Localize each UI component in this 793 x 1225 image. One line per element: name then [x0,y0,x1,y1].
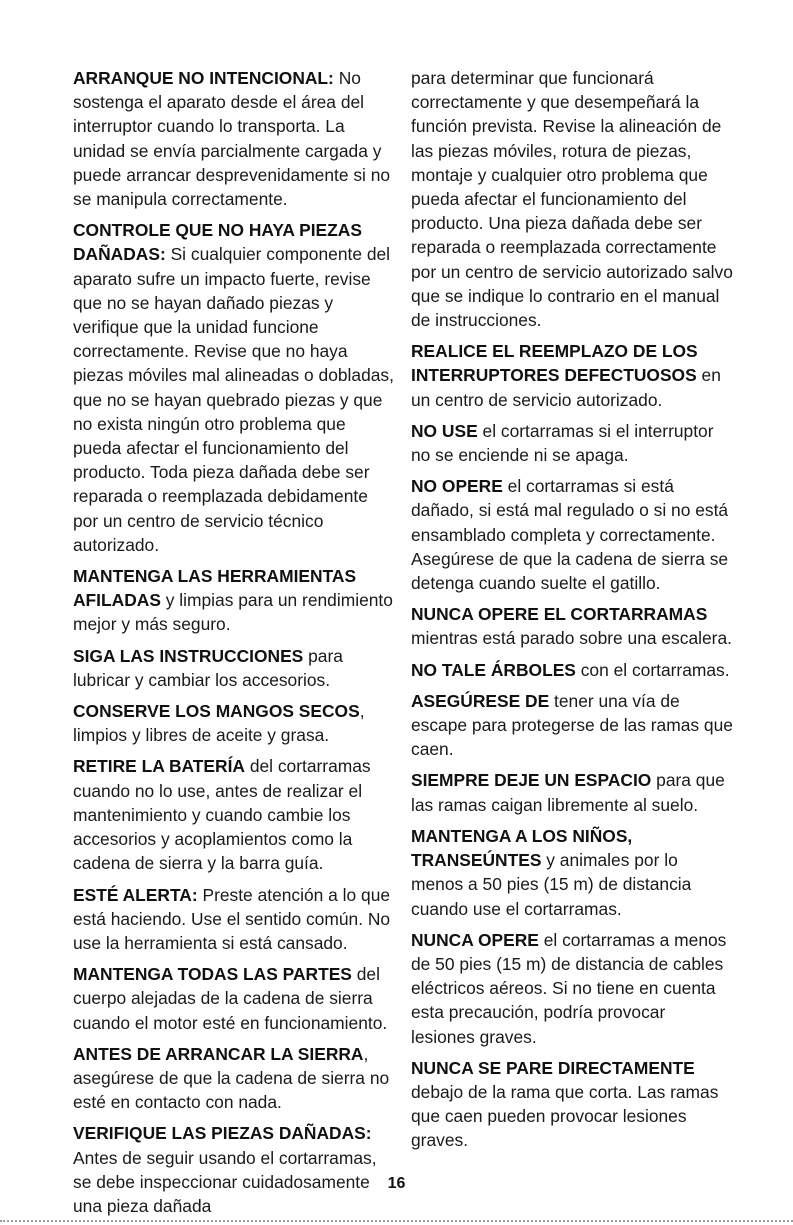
paragraph-follow-instructions [73,644,395,692]
paragraph-text: mientras está parado sobre una escalera. [411,628,732,649]
paragraph-heading: CONTROLE QUE NO HAYA PIEZAS DAÑADAS: [73,220,362,265]
paragraph-check-damaged-parts [73,218,395,557]
paragraph-replace-switches [411,339,733,412]
paragraph-heading: SIGA LAS INSTRUCCIONES [73,645,304,666]
paragraph-before-starting [73,1042,395,1115]
paragraph-power-lines [411,928,733,1049]
paragraph-keep-children-away [411,824,733,921]
paragraph-no-felling-trees [411,658,733,682]
paragraph-text: del cuerpo alejadas de la cadena de sierra cuando el motor esté en funcionamiento. [73,964,388,1033]
paragraph-text: en un centro de servicio autorizado. [411,365,721,410]
paragraph-heading: NUNCA OPERE EL CORTARRAMAS [411,604,708,625]
paragraph-heading: NO OPERE [411,476,503,497]
paragraph-text: con el cortarramas. [575,659,730,680]
paragraph-text: el cortarramas si está dañado, si está mal regulado o si no está ensamblado completa y correctamente. Asegúrese de que la cadena de sierra se detenga cuando suelte el gatillo. [411,476,729,594]
paragraph-text: Antes de seguir usando el cortarramas, se debe inspeccionar cuidadosamente una pieza dañada [73,1147,377,1216]
paragraph-text: , limpios y libres de aceite y grasa. [73,701,365,746]
paragraph-text: Preste atención a lo que está haciendo. Use el sentido común. No use la herramienta si está cansado. [73,884,391,953]
paragraph-text: para lubricar y cambiar los accesorios. [73,645,343,690]
paragraph-text: tener una vía de escape para protegerse de las ramas que caen. [411,690,733,760]
paragraph-do-not-stand-under [411,1056,733,1153]
paragraph-text: y limpias para un rendimiento mejor y más seguro. [73,590,393,635]
paragraph-leave-space [411,768,733,816]
left-column [73,66,395,1225]
paragraph-keep-handles-dry [73,699,395,747]
paragraph-text: para que las ramas caigan libremente al suelo. [411,770,725,815]
paragraph-text: Si cualquier componente del aparato sufre un impacto fuerte, revise que no se hayan dañado piezas y verifique que la unidad funcione correctamente. Revise que no haya piezas móviles mal alineadas o dobladas, que no se hayan quebrado piezas y que no exista ningún otro problema que pueda afectar el funcionamiento del producto. Toda pieza dañada debe ser reparada o reemplazada debidamente por un centro de servicio técnico autorizado. [73,244,394,555]
paragraph-text: para determinar que funcionará correctamente y que desempeñará la función prevista. Revise la alineación de las piezas móviles, rotura de piezas, montaje y cualquier otro problema que pueda afectar el funcionamiento del producto. Una pieza dañada debe ser reparada o reemplazada correctamente por un centro de servicio autorizado salvo que se indique lo contrario en el manual de instrucciones. [411,68,733,331]
paragraph-text: y animales por lo menos a 50 pies (15 m) de distancia cuando use el cortarramas. [411,850,692,919]
paragraph-heading: MANTENGA TODAS LAS PARTES [73,964,352,985]
paragraph-remove-battery [73,754,395,875]
paragraph-escape-route [411,689,733,762]
paragraph-do-not-operate [411,474,733,595]
paragraph-heading: SIEMPRE DEJE UN ESPACIO [411,770,652,791]
paragraph-stay-alert [73,883,395,956]
paragraph-text: del cortarramas cuando no lo use, antes de realizar el mantenimiento y cuando cambie los accesorios y acoplamientos como la cadena de sierra y la barra guía. [73,756,371,874]
paragraph-keep-body-away [73,962,395,1035]
page-number: 16 [387,1175,406,1192]
paragraph-heading: ESTÉ ALERTA: [73,884,198,905]
paragraph-heading: ASEGÚRESE DE [411,690,550,711]
paragraph-heading: NUNCA SE PARE DIRECTAMENTE [411,1057,695,1078]
paragraph-text: debajo de la rama que corta. Las ramas que caen pueden provocar lesiones graves. [411,1081,719,1151]
paragraph-unintended-start [73,66,395,211]
paragraph-keep-tools-sharp [73,564,395,637]
paragraph-heading: RETIRE LA BATERÍA [73,756,245,777]
paragraph-heading: CONSERVE LOS MANGOS SECOS [73,701,360,722]
paragraph-heading: MANTENGA A LOS NIÑOS, TRANSEÚNTES [411,825,633,871]
paragraph-heading: NO USE [411,420,478,441]
paragraph-heading: VERIFIQUE LAS PIEZAS DAÑADAS: [73,1123,372,1144]
page-bottom-divider [0,1220,793,1222]
paragraph-continued [411,66,733,332]
paragraph-text: , asegúrese de que la cadena de sierra no esté en contacto con nada. [73,1043,390,1113]
paragraph-text: No sostenga el aparato desde el área del interruptor cuando lo transporta. La unidad se envía parcialmente cargada y puede arrancar desprevenidamente si no se manipula correctamente. [73,68,391,210]
paragraph-do-not-use [411,419,733,467]
paragraph-text: el cortarramas si el interruptor no se enciende ni se apaga. [411,420,714,466]
paragraph-heading: NO TALE ÁRBOLES [411,659,576,680]
paragraph-heading: ARRANQUE NO INTENCIONAL: [73,68,334,88]
right-column [411,66,733,1160]
paragraph-heading: ANTES DE ARRANCAR LA SIERRA [73,1043,364,1064]
paragraph-heading: MANTENGA LAS HERRAMIENTAS AFILADAS [73,566,357,611]
paragraph-ladder-warning [411,602,733,650]
paragraph-text: el cortarramas a menos de 50 pies (15 m) de distancia de cables eléctricos aéreos. Si no tiene en cuenta esta precaución, podría provocar lesiones graves. [411,929,727,1047]
paragraph-heading: REALICE EL REEMPLAZO DE LOS INTERRUPTORES DEFECTUOSOS [411,341,698,386]
paragraph-heading: NUNCA OPERE [411,929,539,950]
paragraph-verify-damaged-parts [73,1121,395,1218]
